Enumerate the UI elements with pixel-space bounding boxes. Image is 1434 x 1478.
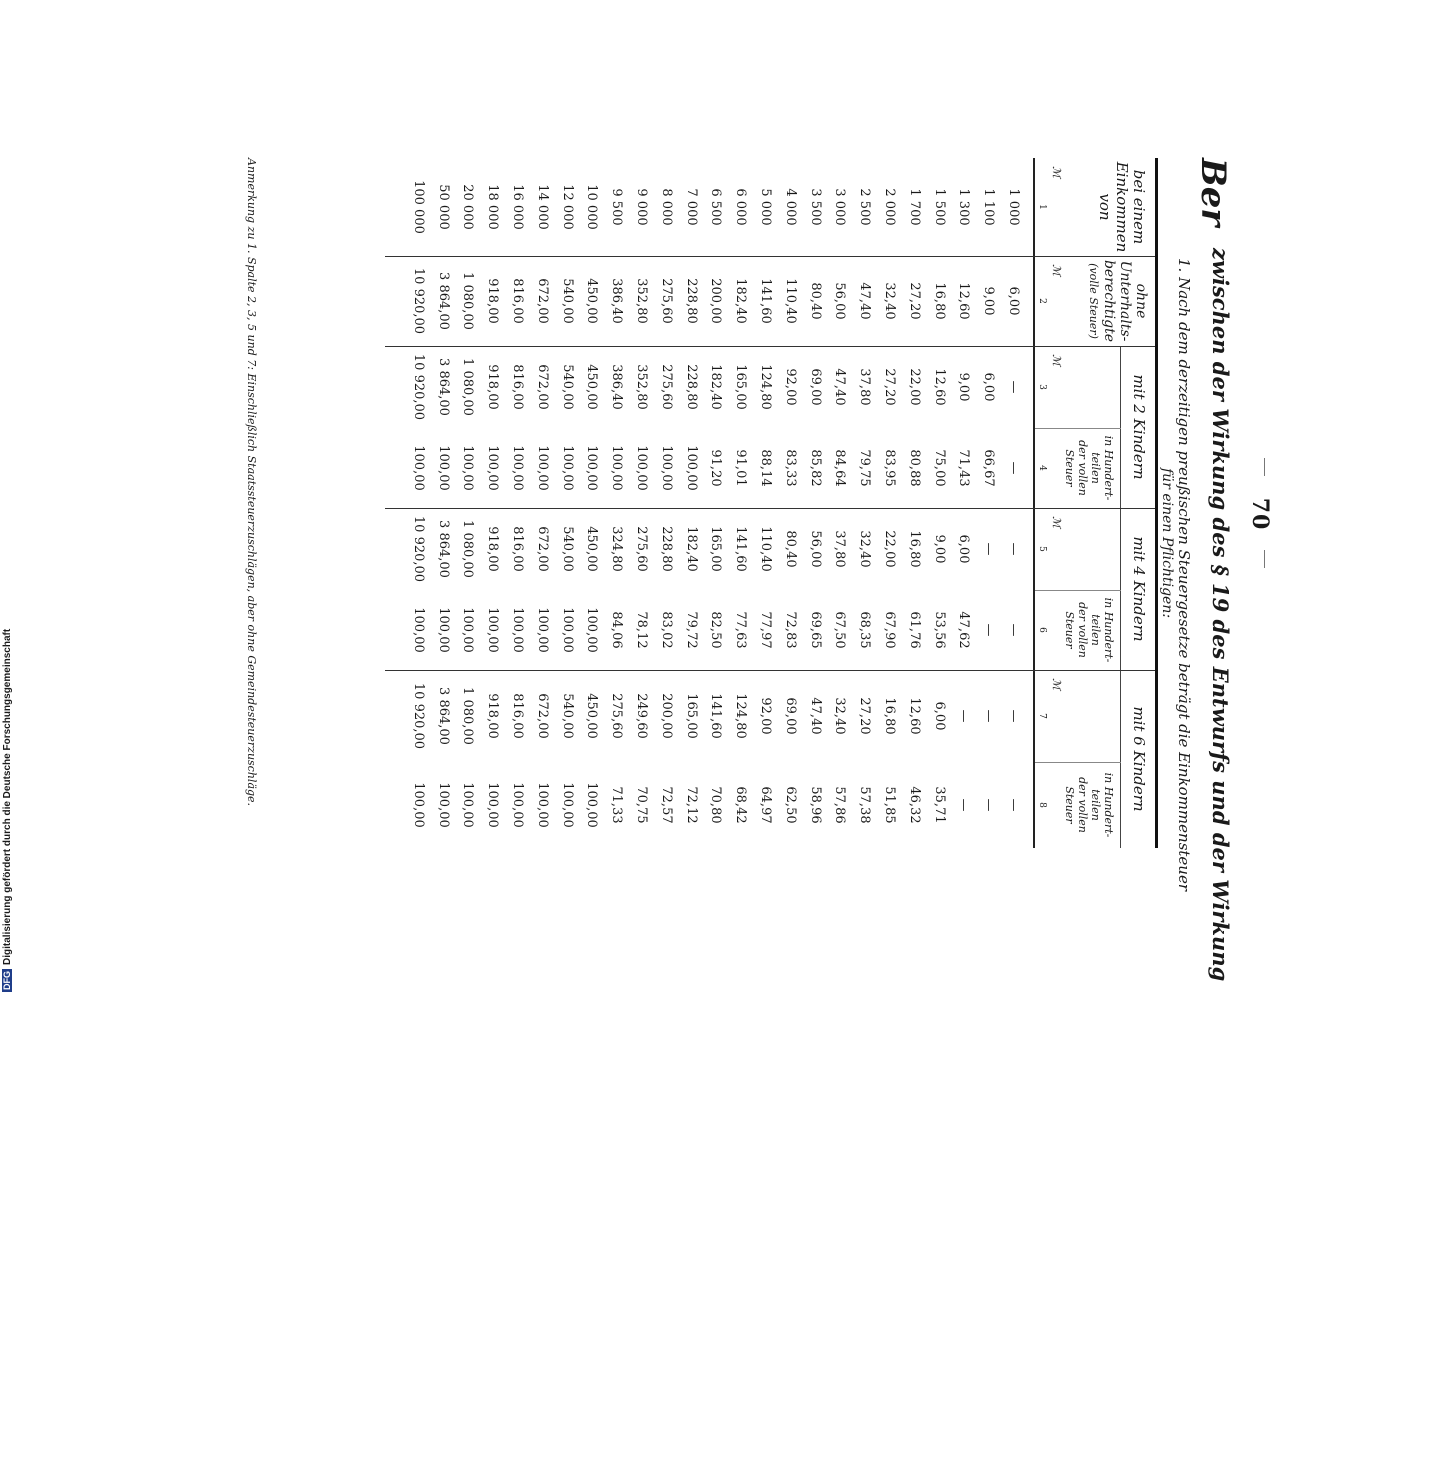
table-cell: 200,00 (658, 693, 674, 739)
table-cell: 47,40 (857, 282, 873, 320)
table-cell: 816,00 (510, 364, 525, 410)
table-cell: 386,40 (609, 278, 625, 324)
table-cell: 80,40 (807, 282, 823, 320)
table-cell: 100,00 (510, 445, 525, 491)
table-cell: 100,00 (410, 782, 426, 828)
table-cell: — (1006, 542, 1021, 556)
table-cell: 100,00 (510, 607, 525, 653)
table-cell: — (981, 709, 997, 723)
table-cell: 72,12 (683, 786, 699, 824)
table-cell: 9 000 (634, 188, 649, 226)
pct-header-2 (1063, 590, 1115, 670)
table-cell: 100,00 (534, 782, 550, 828)
table-cell: 9,00 (956, 372, 972, 402)
table-cell: 3 500 (807, 188, 823, 226)
currency-mark: ℳ (1050, 354, 1063, 366)
table-cell: 3 864,00 (435, 358, 451, 416)
table-cell: 69,65 (807, 611, 823, 649)
table-cell: 672,00 (534, 364, 550, 410)
table-cell: 3 864,00 (435, 687, 451, 745)
table-cell: 141,60 (733, 526, 749, 572)
table-cell: 88,14 (758, 449, 773, 487)
table-cell: 100,00 (658, 445, 674, 491)
group-rule-4 (1120, 508, 1121, 670)
table-cell: 82,50 (708, 611, 724, 649)
table-cell: 6 500 (708, 188, 724, 226)
column-number: 8 (1037, 802, 1047, 808)
table-cell: 77,97 (758, 611, 773, 649)
table-caption: 1. Nach dem derzeitigen preußischen Steuergesetze beträgt die Einkommensteuer (1175, 258, 1193, 892)
table-cell: 540,00 (559, 693, 575, 739)
table-cell: 83,02 (658, 611, 674, 649)
table-cell: 275,60 (634, 526, 649, 572)
table-cell: 62,50 (782, 786, 798, 824)
table-cell: 12,60 (906, 697, 922, 735)
page-number: 70 (1247, 497, 1273, 531)
table-cell: 12,60 (956, 282, 972, 320)
dfg-logo: DFG (2, 971, 12, 990)
table-cell: 324,80 (609, 526, 625, 572)
table-cell: 27,20 (882, 368, 897, 406)
currency-mark: ℳ (1050, 264, 1063, 276)
table-cell: 32,40 (832, 697, 848, 735)
pct-header-1 (1063, 428, 1115, 508)
table-cell: 6,00 (931, 701, 947, 731)
column-number: 6 (1037, 627, 1047, 633)
pct-header-line: in Hundert- (1102, 772, 1115, 838)
currency-mark: ℳ (1050, 516, 1063, 528)
table-cell: 3 864,00 (435, 272, 451, 330)
table-cell: 540,00 (559, 278, 575, 324)
table-cell: 72,83 (782, 611, 798, 649)
table-cell: 47,62 (956, 611, 972, 649)
table-cell: 79,72 (683, 611, 699, 649)
table-cell: 100,00 (584, 782, 600, 828)
pct-header-line: Steuer (1063, 786, 1076, 824)
table-cell: 20 000 (460, 184, 476, 230)
table-cell: — (1006, 798, 1021, 812)
table-cell: 1 080,00 (460, 687, 476, 745)
table-cell: 10 920,00 (410, 682, 426, 750)
header-full-tax-line: ohne (1133, 283, 1149, 319)
page-number-dash-right (1264, 550, 1265, 568)
table-cell: 70,80 (708, 786, 724, 824)
header-income-line: bei einem (1130, 169, 1148, 245)
table-cell: 6,00 (1006, 286, 1021, 316)
table-cell: 46,32 (906, 786, 922, 824)
pct-header-line: teilen (1089, 789, 1102, 821)
column-number: 1 (1037, 204, 1047, 210)
column-number: 3 (1037, 384, 1047, 390)
table-cell: 67,50 (832, 611, 848, 649)
table-caption-continued: für einen Pflichtigen: (1159, 468, 1175, 619)
page-number-dash-left (1264, 458, 1265, 476)
table-cell: 79,75 (857, 449, 873, 487)
header-income-line: Einkommen (1113, 161, 1131, 253)
table-cell: 100,00 (460, 607, 476, 653)
table-cell: 100,00 (485, 782, 501, 828)
table-cell: 450,00 (584, 364, 600, 410)
table-cell: 100,00 (435, 607, 451, 653)
pct-header-line: Steuer (1063, 449, 1076, 487)
table-cell: 2 500 (857, 188, 873, 226)
table-cell: 32,40 (882, 282, 897, 320)
funding-note (2, 592, 13, 992)
table-cell: 165,00 (733, 364, 749, 410)
table-cell: 6 000 (733, 188, 749, 226)
table-cell: 100,00 (584, 607, 600, 653)
table-cell: 110,40 (758, 526, 773, 572)
table-cell: 92,00 (782, 368, 798, 406)
table-cell: 80,88 (906, 449, 922, 487)
table-top-rule (1155, 158, 1158, 848)
footnote: Anmerkung zu 1. Spalte 2, 3, 5 und 7: Einschließlich Staatssteuerzuschlägen, aber ohne Gemeindesteuerzuschläge. (245, 158, 258, 807)
table-cell: 58,96 (807, 786, 823, 824)
table-cell: 7 000 (683, 188, 699, 226)
table-cell: 66,67 (981, 449, 997, 487)
table-cell: 816,00 (510, 278, 525, 324)
table-cell: 4 000 (782, 188, 798, 226)
table-cell: 9 500 (609, 188, 625, 226)
table-cell: 182,40 (708, 364, 724, 410)
title-fragment: Ber (1193, 158, 1233, 227)
table-cell: — (981, 798, 997, 812)
table-cell: 275,60 (609, 693, 625, 739)
table-cell: 64,97 (758, 786, 773, 824)
table-cell: 100,00 (485, 445, 501, 491)
table-cell: 2 000 (882, 188, 897, 226)
header-full-tax-line: berechtigte (1101, 259, 1117, 343)
table-cell: 83,95 (882, 449, 897, 487)
table-cell: 1 080,00 (460, 520, 476, 578)
table-cell: 386,40 (609, 364, 625, 410)
table-cell: 200,00 (708, 278, 724, 324)
table-cell: 110,40 (782, 278, 798, 324)
table-cell: 672,00 (534, 693, 550, 739)
column-number: 5 (1037, 546, 1047, 552)
table-cell: 228,80 (683, 364, 699, 410)
table-cell: 91,01 (733, 449, 749, 487)
table-cell: 100,00 (634, 445, 649, 491)
table-cell: 27,20 (857, 697, 873, 735)
table-cell: 68,42 (733, 786, 749, 824)
pct-header-line: teilen (1089, 452, 1102, 484)
table-cell: 165,00 (683, 693, 699, 739)
table-cell: 85,82 (807, 449, 823, 487)
table-cell: 182,40 (683, 526, 699, 572)
table-cell: 450,00 (584, 526, 600, 572)
table-cell: 22,00 (882, 530, 897, 568)
table-cell: 100,00 (460, 782, 476, 828)
table-cell: 10 920,00 (410, 267, 426, 335)
table-cell: 9,00 (981, 286, 997, 316)
table-cell: 22,00 (906, 368, 922, 406)
table-cell: 450,00 (584, 693, 600, 739)
table-cell: 672,00 (534, 526, 550, 572)
table-cell: 100,00 (485, 607, 501, 653)
scanned-page (153, 158, 1273, 982)
table-cell: 275,60 (658, 364, 674, 410)
table-cell: 100,00 (559, 782, 575, 828)
table-cell: 37,80 (857, 368, 873, 406)
table-cell: 61,76 (906, 611, 922, 649)
table-cell: 1 300 (956, 188, 972, 226)
pct-header-line: der vollen (1076, 777, 1089, 833)
table-cell: 228,80 (658, 526, 674, 572)
table-cell: 182,40 (733, 278, 749, 324)
table-cell: 141,60 (758, 278, 773, 324)
table-cell: 10 920,00 (410, 353, 426, 421)
header-income-line: von (1096, 193, 1114, 221)
column-number: 2 (1037, 298, 1047, 304)
pct-header-line: der vollen (1076, 602, 1089, 658)
table-cell: 57,38 (857, 786, 873, 824)
table-cell: 8 000 (658, 188, 674, 226)
table-cell: 100 000 (410, 180, 426, 234)
table-cell: 100,00 (534, 445, 550, 491)
table-cell: 100,00 (683, 445, 699, 491)
table-cell: 816,00 (510, 526, 525, 572)
table-cell: 83,33 (782, 449, 798, 487)
table-cell: 70,75 (634, 786, 649, 824)
table-cell: 84,06 (609, 611, 625, 649)
table-cell: 1 080,00 (460, 272, 476, 330)
table-cell: 72,57 (658, 786, 674, 824)
table-cell: 16,80 (931, 282, 947, 320)
table-cell: 165,00 (708, 526, 724, 572)
table-cell: 69,00 (807, 368, 823, 406)
table-cell: 68,35 (857, 611, 873, 649)
table-cell: 450,00 (584, 278, 600, 324)
table-cell: 249,60 (634, 693, 649, 739)
table-cell: 32,40 (857, 530, 873, 568)
table-cell: 100,00 (559, 445, 575, 491)
table-cell: — (956, 709, 972, 723)
pct-header-line: in Hundert- (1102, 435, 1115, 501)
table-cell: 6,00 (956, 534, 972, 564)
table-cell: 100,00 (410, 445, 426, 491)
group-rule-2 (1120, 346, 1121, 508)
table-cell: 71,33 (609, 786, 625, 824)
table-cell: 56,00 (832, 282, 848, 320)
column-number: 4 (1037, 465, 1047, 471)
table-cell: 12,60 (931, 368, 947, 406)
currency-mark: ℳ (1050, 678, 1063, 690)
table-cell: 37,80 (832, 530, 848, 568)
header-full-tax (1085, 256, 1149, 346)
table-cell: 9,00 (931, 534, 947, 564)
table-cell: 100,00 (584, 445, 600, 491)
table-cell: 100,00 (559, 607, 575, 653)
table-cell: 16,80 (906, 530, 922, 568)
table-cell: 12 000 (559, 184, 575, 230)
table-cell: — (1006, 461, 1021, 475)
table-cell: 100,00 (534, 607, 550, 653)
table-cell: 91,20 (708, 449, 724, 487)
table-cell: 56,00 (807, 530, 823, 568)
table-cell: — (1006, 623, 1021, 637)
pct-header-line: teilen (1089, 614, 1102, 646)
table-cell: 100,00 (435, 445, 451, 491)
table-cell: 27,20 (906, 282, 922, 320)
table-cell: 352,80 (634, 278, 649, 324)
header-income (1096, 158, 1147, 256)
table-cell: 67,90 (882, 611, 897, 649)
table-cell: 16 000 (510, 184, 525, 230)
table-cell: 84,64 (832, 449, 848, 487)
table-cell: 540,00 (559, 364, 575, 410)
table-cell: 35,71 (931, 786, 947, 824)
table-cell: 918,00 (485, 526, 501, 572)
table-cell: 1 000 (1006, 188, 1021, 226)
table-cell: 53,56 (931, 611, 947, 649)
table-cell: 5 000 (758, 188, 773, 226)
table-cell: 75,00 (931, 449, 947, 487)
table-cell: 918,00 (485, 693, 501, 739)
table-cell: 1 700 (906, 188, 922, 226)
group-header-1: mit 2 Kindern (1130, 374, 1148, 480)
group-header-3: mit 6 Kindern (1130, 706, 1148, 812)
table-cell: 3 864,00 (435, 520, 451, 578)
table-cell: 80,40 (782, 530, 798, 568)
table-cell: 1 100 (981, 188, 997, 226)
table-cell: 275,60 (658, 278, 674, 324)
table-cell: 352,80 (634, 364, 649, 410)
pct-header-line: Steuer (1063, 611, 1076, 649)
page-title: zwischen der Wirkung des § 19 des Entwurfs und der Wirkung (1208, 248, 1233, 982)
table-cell: 672,00 (534, 278, 550, 324)
group-header-2: mit 4 Kindern (1130, 536, 1148, 642)
table-cell: — (981, 542, 997, 556)
table-cell: 18 000 (485, 184, 501, 230)
table-cell: 14 000 (534, 184, 550, 230)
table-cell: — (981, 623, 997, 637)
table-cell: — (1006, 380, 1021, 394)
table-cell: 92,00 (758, 697, 773, 735)
table-cell: 10 920,00 (410, 515, 426, 583)
table-cell: 47,40 (807, 697, 823, 735)
header-full-tax-line: (volle Steuer) (1087, 263, 1100, 339)
table-cell: 100,00 (510, 782, 525, 828)
table-cell: 816,00 (510, 693, 525, 739)
table-cell: 57,86 (832, 786, 848, 824)
header-full-tax-line: Unterhalts- (1117, 260, 1133, 342)
funding-text: Digitalisierung gefördert durch die Deutsche Forschungsgemeinschaft (2, 628, 13, 965)
table-cell: 78,12 (634, 611, 649, 649)
table-cell: 124,80 (733, 693, 749, 739)
table-cell: 100,00 (410, 607, 426, 653)
table-cell: 100,00 (609, 445, 625, 491)
table-cell: 124,80 (758, 364, 773, 410)
table-cell: — (956, 798, 972, 812)
table-cell: 6,00 (981, 372, 997, 402)
table-cell: 918,00 (485, 278, 501, 324)
header-bottom-rule (1033, 158, 1035, 848)
table-cell: 3 000 (832, 188, 848, 226)
pct-header-3 (1063, 762, 1115, 848)
table-cell: 1 080,00 (460, 358, 476, 416)
table-cell: 100,00 (435, 782, 451, 828)
table-cell: 47,40 (832, 368, 848, 406)
table-cell: 51,85 (882, 786, 897, 824)
currency-mark: ℳ (1050, 166, 1063, 178)
table-cell: 1 500 (931, 188, 947, 226)
group-rule-6 (1120, 670, 1121, 848)
table-cell: 540,00 (559, 526, 575, 572)
table-cell: 50 000 (435, 184, 451, 230)
column-number: 7 (1037, 713, 1047, 719)
table-cell: — (1006, 709, 1021, 723)
table-cell: 10 000 (584, 184, 600, 230)
table-cell: 228,80 (683, 278, 699, 324)
table-cell: 69,00 (782, 697, 798, 735)
table-cell: 100,00 (460, 445, 476, 491)
pct-header-line: in Hundert- (1102, 597, 1115, 663)
table-cell: 141,60 (708, 693, 724, 739)
table-cell: 71,43 (956, 449, 972, 487)
pct-header-line: der vollen (1076, 440, 1089, 496)
table-cell: 918,00 (485, 364, 501, 410)
table-cell: 77,63 (733, 611, 749, 649)
table-cell: 16,80 (882, 697, 897, 735)
